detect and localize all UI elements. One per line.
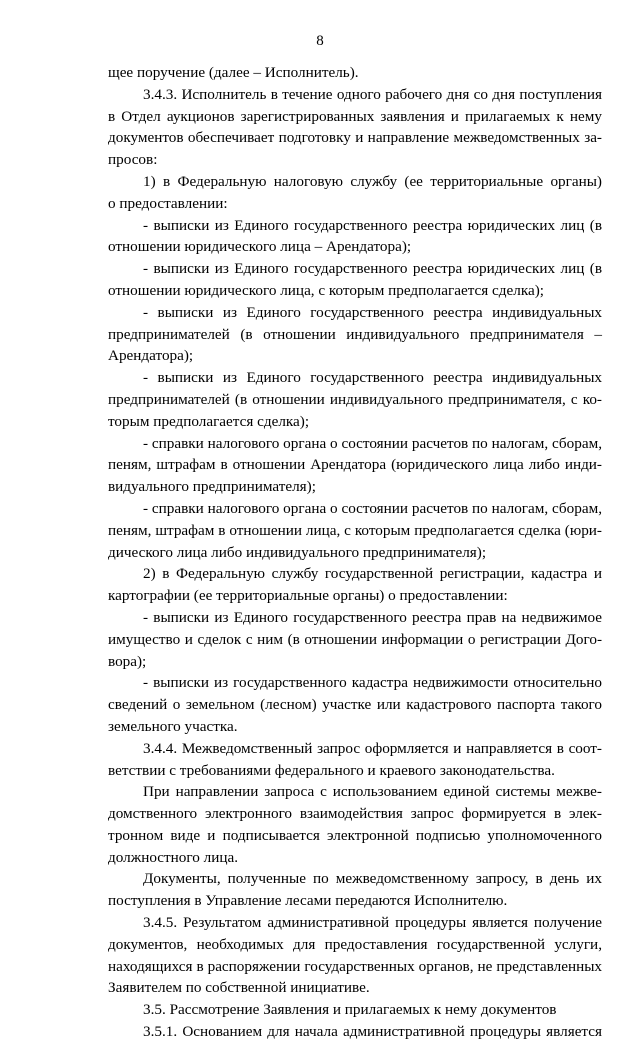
text-line: отношении юридического лица – Арендатора);	[108, 238, 412, 256]
text-line: - выписки из Единого государственного реестра индивидуальных	[143, 303, 602, 321]
text-line: Документы, полученные по межведомственному запросу, в день их	[143, 870, 602, 888]
text-line: 3.4.3. Исполнитель в течение одного рабочего дня со дня поступления	[143, 85, 602, 103]
text-line: видуального предпринимателя);	[108, 478, 316, 496]
text-line: 2) в Федеральную службу государственной регистрации, кадастра и	[143, 565, 602, 583]
text-line: документов обеспечивает подготовку и направление межведомственных за-	[108, 129, 602, 147]
text-line: находящихся в распоряжении государственных органов, не представленных	[108, 957, 602, 975]
text-line: При направлении запроса с использованием единой системы межве-	[143, 783, 602, 801]
text-line: - выписки из Единого государственного реестра юридических лиц (в	[143, 260, 602, 278]
text-line: документов, необходимых для предоставления государственной услуги,	[108, 935, 602, 953]
text-line: тронном виде и подписывается электронной подписью уполномоченного	[108, 826, 602, 844]
text-line: должностного лица.	[108, 848, 239, 866]
text-line: - выписки из Единого государственного реестра юридических лиц (в	[143, 216, 602, 234]
text-line: сведений о земельном (лесном) участке или кадастрового паспорта такого	[108, 696, 602, 714]
text-line: 3.4.5. Результатом административной процедуры является получение	[143, 914, 602, 932]
text-line: поступления в Управление лесами передаются Исполнителю.	[108, 892, 508, 910]
text-line: щее поручение (далее – Исполнитель).	[108, 64, 359, 81]
text-line: ветствии с требованиями федерального и краевого законодательства.	[108, 761, 555, 779]
document-body	[108, 62, 602, 1043]
text-line: торым предполагается сделка);	[108, 412, 310, 430]
text-line: о предоставлении:	[108, 194, 228, 212]
text-line: просов:	[108, 151, 158, 169]
text-line: земельного участка.	[108, 717, 238, 735]
text-line: 3.5. Рассмотрение Заявления и прилагаемых к нему документов	[143, 1001, 557, 1019]
text-line: 1) в Федеральную налоговую службу (ее территориальные органы)	[143, 172, 602, 190]
text-line: пеням, штрафам в отношении лица, с которым предполагается сделка (юри-	[108, 521, 602, 539]
text-line: вора);	[108, 652, 147, 670]
text-line: предпринимателей (в отношении индивидуального предпринимателя, с ко-	[108, 390, 602, 408]
text-line: отношении юридического лица, с которым предполагается сделка);	[108, 281, 545, 299]
text-line: 3.5.1. Основанием для начала административной процедуры является	[143, 1023, 602, 1041]
text-line: - выписки из Единого государственного реестра индивидуальных	[143, 369, 602, 387]
text-line: - справки налогового органа о состоянии расчетов по налогам, сборам,	[143, 499, 602, 517]
text-line: картографии (ее территориальные органы) о предоставлении:	[108, 587, 508, 605]
text-line: Арендатора);	[108, 347, 194, 365]
text-line: - выписки из государственного кадастра недвижимости относительно	[143, 674, 602, 692]
text-line: пеням, штрафам в отношении Арендатора (юридического лица либо инди-	[108, 456, 602, 474]
text-line: домственного электронного взаимодействия запрос формируется в элек-	[108, 805, 602, 823]
text-line: предпринимателей (в отношении индивидуального предпринимателя –	[108, 325, 602, 343]
text-line: - выписки из Единого государственного реестра прав на недвижимое	[143, 608, 602, 626]
text-line: Заявителем по собственной инициативе.	[108, 979, 370, 997]
text-line: дического лица либо индивидуального предпринимателя);	[108, 543, 487, 561]
text-line: в Отдел аукционов зарегистрированных заявления и прилагаемых к нему	[108, 107, 602, 125]
page-number: 8	[316, 33, 324, 49]
text-line: имущество и сделок с ним (в отношении информации о регистрации Дого-	[108, 630, 602, 648]
text-line: 3.4.4. Межведомственный запрос оформляется и направляется в соот-	[143, 739, 602, 757]
text-line: - справки налогового органа о состоянии расчетов по налогам, сборам,	[143, 434, 602, 452]
